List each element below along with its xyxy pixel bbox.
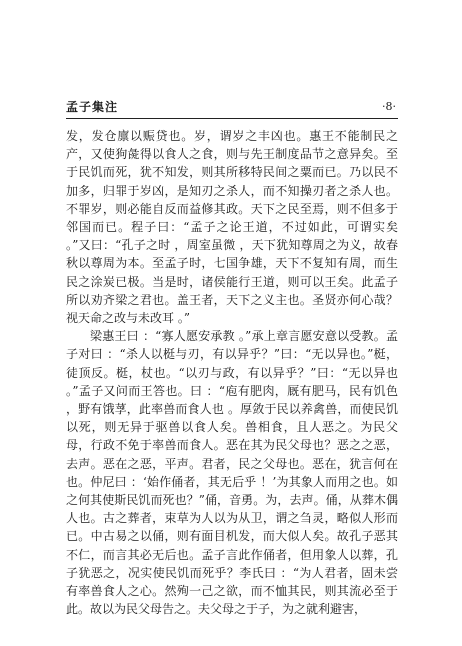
running-head (66, 99, 396, 115)
page-number: ·8· (382, 100, 396, 113)
main-text (66, 127, 398, 618)
book-title: 孟子集注 (66, 100, 119, 114)
paragraph-1: 发，发仓廪以赈贷也。岁，谓岁之丰凶也。惠王不能制民之产，又使狗彘得以食人之食，则与先王制度品节之意异矣。至于民饥而死，犹不知发，则其所移特民间之粟而已。乃以民不加多，归罪于岁凶，是知刃之杀人，而不知操刃者之杀人也。不罪岁，则必能自反而益修其政。天下之民至焉，则不但多于邻国而已。程子曰：“孟子之论王道，不过如此，可谓实矣 。”又曰：“孔子之时 ，周室虽微 ，天下犹知尊周之为义，故春秋以尊周为本。至孟子时，七国争雄，天下不复知有周，而生民之涂炭已极。当是时，诸侯能行王道，则可以王矣。此孟子所以劝齐梁之君也。盖王者，天下之义主也。圣贤亦何心哉？视天命之改与未改耳 。” (66, 129, 398, 326)
header-rule (66, 118, 398, 119)
paragraph-2: 梁惠王曰 ：“寡人愿安承教 。”承上章言愿安意以受教。孟子对曰 ：“杀人以梃与刃，有以异乎？”曰：“无以异也。”梃，徒顶反。梃，杖也。“以刃与政，有以异乎？”曰：“无以异也 。”孟子又问而王答也。曰 ：“庖有肥肉，厩有肥马，民有饥色 ，野有饿莩，此率兽而食人也 。厚敛于民以养禽兽，而使民饥以死，则无异于驱兽以食人矣。兽相食，且人恶之。为民父母，行政不免于率兽而食人。恶在其为民父母也？恶之之恶，去声。恶在之恶，平声。君者，民之父母也。恶在，犹言何在也。仲尼曰 ：‘始作俑者，其无后乎 ！’为其象人而用之也。如之何其使斯民饥而死也？”俑，音勇。为，去声。俑，从葬木偶人也。古之葬者，束草为人以为从卫，谓之刍灵，略似人形而已。中古易之以俑，则有面目机发，而大似人矣。故孔子恶其不仁，而言其必无后也。孟子言此作俑者，但用象人以葬，孔子犹恶之，况实使民饥而死乎？李氏曰 ：“为人君者，固未尝有率兽食人之心。然殉一己之欲，而不恤其民，则其流必至于此。故以为民父母告之。夫父母之于子，为之就利避害， (66, 329, 398, 617)
